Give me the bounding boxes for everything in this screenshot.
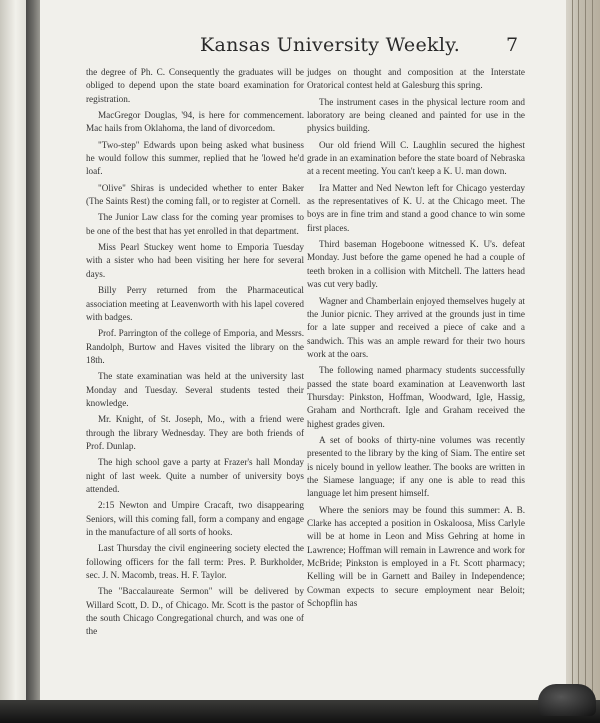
- thumb-holding-page: [538, 684, 596, 716]
- left-column: [86, 66, 304, 642]
- paragraph: The instrument cases in the physical lecture room and laboratory are being cleaned and painted for use in the physics building.: [307, 96, 525, 134]
- paragraph: Mr. Knight, of St. Joseph, Mo., with a friend were through the library Wednesday. They are both friends of Prof. Dunlap.: [86, 414, 304, 451]
- page-stack-edge: [566, 0, 600, 723]
- paragraph: The following named pharmacy students successfully passed the state board examination at Leavenworth last Thursday: Pinkston, Hoffman, Woodward, Igle, Hassig, Graham and Northcraft. Igle and Graham received the highest grades given.: [307, 365, 525, 429]
- paragraph: The Junior Law class for the coming year promises to be one of the best that has yet enrolled in that department.: [86, 212, 304, 236]
- paragraph: MacGregor Douglas, '94, is here for commencement. Mac hails from Oklahoma, the land of divorcedom.: [86, 110, 304, 134]
- paragraph: Billy Perry returned from the Pharmaceutical association meeting at Leavenworth with his lapel covered with badges.: [86, 285, 304, 322]
- paragraph: 2:15 Newton and Umpire Cracaft, two disappearing Seniors, will this coming fall, form a company and engage in the manufacture of all sorts of hooks.: [86, 500, 304, 537]
- paragraph: "Two-step" Edwards upon being asked what business he would follow this summer, replied that he 'lowed he'd loaf.: [86, 139, 304, 177]
- paragraph: Miss Pearl Stuckey went home to Emporia Tuesday with a sister who had been visiting her here for several days.: [86, 242, 304, 279]
- paragraph: Our old friend Will C. Laughlin secured the highest grade in an examination before the state board of Nebraska at a recent meeting. You can't keep a K. U. man down.: [307, 139, 525, 177]
- paragraph: The "Baccalaureate Sermon" will be delivered by Willard Scott, D. D., of Chicago. Mr. Scott is the pastor of the south Chicago Congregational church, and was one of the: [86, 586, 304, 637]
- paragraph: Where the seniors may be found this summer: A. B. Clarke has accepted a position in Oskaloosa, Miss Carlyle will be at home in Leon and Miss Gehring at home in Lawrence; Hoffman will remain in Lawrence and work for McBride; Pinkston is employed in a Ft. Scott pharmacy; Kelling will be in Garnett and Bailey in Independence; Cowman expects to secure employment near Beloit; Schopflin has: [307, 504, 525, 609]
- paragraph: Third baseman Hogeboone witnessed K. U's. defeat Monday. Just before the game opened he had a couple of teeth broken in a collision with Mitchell. The latters head was cut very badly.: [307, 239, 525, 290]
- facing-page-edge: [0, 0, 26, 723]
- paragraph: The state examinatian was held at the university last Monday and Tuesday. Several students tested their knowledge.: [86, 371, 304, 408]
- right-column: [307, 66, 525, 613]
- paragraph: "Olive" Shiras is undecided whether to enter Baker (The Saints Rest) the coming fall, or to register at Cornell.: [86, 182, 304, 207]
- paragraph: Wagner and Chamberlain enjoyed themselves hugely at the Junior picnic. They arrived at the grounds just in time for a late supper and received a piece of cake and a sandwich. This was an ample reward for their two hours work at the oars.: [307, 295, 525, 359]
- page-number: 7: [506, 34, 519, 56]
- paragraph: The high school gave a party at Frazer's hall Monday night of last week. Quite a number of university boys attended.: [86, 457, 304, 494]
- scanner-bed-edge: [0, 700, 600, 723]
- paragraph: judges on thought and composition at the Interstate Oratorical contest held at Galesburg this spring.: [307, 67, 525, 91]
- paragraph: Prof. Parrington of the college of Emporia, and Messrs. Randolph, Burtow and Haves visited the library on the 18th.: [86, 328, 304, 365]
- book-gutter: [26, 0, 40, 723]
- paragraph: A set of books of thirty-nine volumes was recently presented to the library by the king of Siam. The entire set is nicely bound in yellow leather. The books are written in the Siamese language; if any one is able to read this language let him present himself.: [307, 434, 525, 499]
- paragraph: Ira Matter and Ned Newton left for Chicago yesterday as the representatives of K. U. at the Chicago meet. The boys are in fine trim and stand a good chance to win some first places.: [307, 182, 525, 233]
- paragraph: Last Thursday the civil engineering society elected the following officers for the fall term: Pres. P. Burkholder, sec. J. N. Macomb, treas. H. F. Taylor.: [86, 543, 304, 581]
- page-title: Kansas University Weekly.: [200, 34, 461, 56]
- paragraph: the degree of Ph. C. Consequently the graduates will be obliged to depend upon the state board examination for registration.: [86, 67, 304, 104]
